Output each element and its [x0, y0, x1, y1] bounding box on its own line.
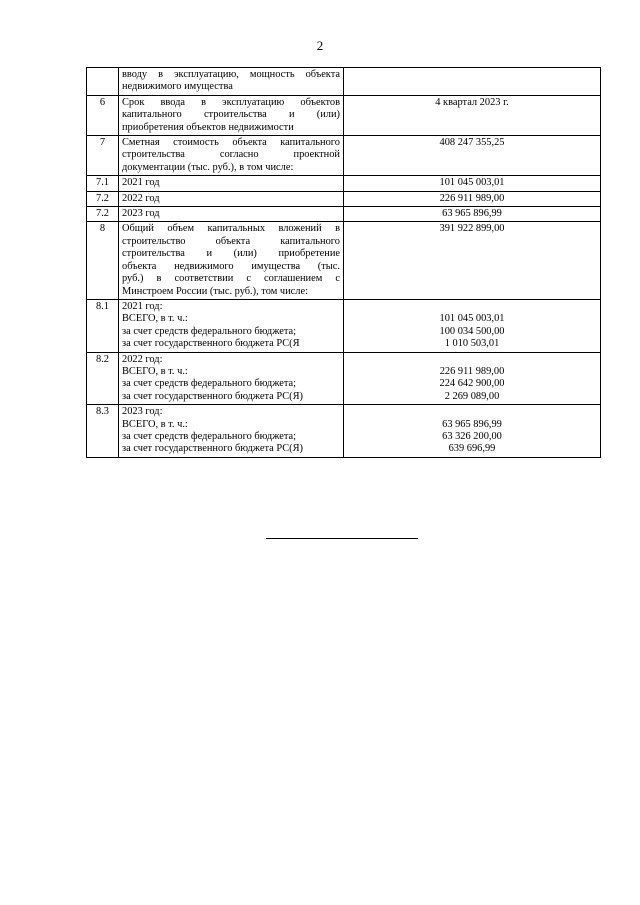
description-line: ВСЕГО, в т. ч.: — [122, 365, 188, 377]
row-value — [344, 405, 601, 458]
row-description — [119, 68, 344, 96]
description-line: 2021 год — [122, 177, 160, 189]
description-line: за счет государственного бюджета РС(Я — [122, 338, 300, 350]
passport-table — [86, 67, 601, 458]
value-line: 101 045 003,01 — [439, 177, 505, 189]
row-number: 8.3 — [87, 405, 119, 458]
description-line: за счет государственного бюджета РС(Я) — [122, 390, 304, 402]
value-line: 391 922 899,00 — [439, 223, 505, 235]
table-row — [87, 68, 601, 96]
row-description — [119, 207, 344, 222]
row-description — [119, 136, 344, 176]
row-number: 8 — [87, 222, 119, 299]
description-line: ВСЕГО, в т. ч.: — [122, 418, 188, 430]
row-number: 7.1 — [87, 176, 119, 191]
row-value — [344, 222, 601, 299]
row-number: 8.1 — [87, 299, 119, 352]
row-number: 6 — [87, 95, 119, 135]
description-line: за счет средств федерального бюджета; — [122, 325, 297, 337]
row-description — [119, 176, 344, 191]
value-line: 226 911 989,00 — [439, 192, 505, 204]
footer-rule — [266, 538, 418, 539]
row-value — [344, 191, 601, 206]
value-line: 100 034 500,00 — [439, 325, 505, 337]
value-line: 4 квартал 2023 г. — [435, 96, 509, 108]
row-number: 7 — [87, 136, 119, 176]
row-number: 8.2 — [87, 352, 119, 405]
value-line: 408 247 355,25 — [439, 137, 505, 149]
row-value — [344, 136, 601, 176]
table-row — [87, 352, 601, 405]
description-line: капитального строительства и (или) — [122, 109, 340, 121]
description-line: ВСЕГО, в т. ч.: — [122, 313, 188, 325]
description-line: строительство объекта капитального — [122, 235, 340, 247]
description-line: объекта недвижимого имущества (тыс. — [122, 260, 340, 272]
description-line: за счет средств федерального бюджета; — [122, 378, 297, 390]
row-number — [87, 68, 119, 96]
row-value — [344, 68, 601, 96]
row-description — [119, 299, 344, 352]
table-row — [87, 222, 601, 299]
table-row — [87, 176, 601, 191]
value-line: 639 696,99 — [448, 443, 496, 455]
row-value — [344, 207, 601, 222]
description-line: 2023 год: — [122, 406, 163, 418]
row-number: 7.2 — [87, 191, 119, 206]
value-line — [347, 354, 597, 366]
description-line: Минстроем России (тыс. руб.), том числе: — [122, 285, 308, 297]
table-row — [87, 405, 601, 458]
description-line: вводу в эксплуатацию, мощность объекта — [122, 69, 340, 80]
table-row — [87, 207, 601, 222]
row-description — [119, 405, 344, 458]
row-value — [344, 299, 601, 352]
table-body — [87, 68, 601, 458]
table-row — [87, 299, 601, 352]
row-description — [119, 191, 344, 206]
description-line: приобретения объектов недвижимости — [122, 121, 294, 133]
description-line: 2023 год — [122, 208, 160, 220]
value-line: 226 911 989,00 — [439, 365, 505, 377]
page-number: 2 — [316, 38, 324, 53]
value-line — [347, 406, 597, 418]
table-row — [87, 95, 601, 135]
table-row — [87, 191, 601, 206]
row-number: 7.2 — [87, 207, 119, 222]
description-line: Сметная стоимость объекта капитального — [122, 137, 340, 149]
value-line: 101 045 003,01 — [439, 313, 505, 325]
description-line: строительства согласно проектной — [122, 149, 340, 161]
row-value — [344, 352, 601, 405]
row-value — [344, 176, 601, 191]
description-line: 2021 год: — [122, 300, 163, 312]
row-value — [344, 95, 601, 135]
description-line: 2022 год: — [122, 353, 163, 365]
description-line: руб.) в соответствии с соглашением с — [122, 273, 340, 285]
value-line: 63 965 896,99 — [442, 418, 502, 430]
row-description — [119, 222, 344, 299]
value-line: 1 010 503,01 — [444, 338, 500, 350]
description-line: за счет государственного бюджета РС(Я) — [122, 443, 304, 455]
row-description — [119, 352, 344, 405]
description-line: 2022 год — [122, 192, 160, 204]
description-line: документации (тыс. руб.), в том числе: — [122, 161, 294, 173]
description-line: недвижимого имущества — [122, 81, 233, 93]
value-line: 2 269 089,00 — [444, 390, 500, 402]
description-line: за счет средств федерального бюджета; — [122, 430, 297, 442]
value-line: 63 965 896,99 — [442, 208, 502, 220]
description-line: Общий объем капитальных вложений в — [122, 223, 340, 235]
description-line: Срок ввода в эксплуатацию объектов — [122, 96, 340, 108]
value-line: 224 642 900,00 — [439, 378, 505, 390]
value-line: 63 326 200,00 — [442, 430, 502, 442]
table-row — [87, 136, 601, 176]
description-line: строительства и (или) приобретение — [122, 248, 340, 260]
row-description — [119, 95, 344, 135]
value-line — [347, 301, 597, 313]
